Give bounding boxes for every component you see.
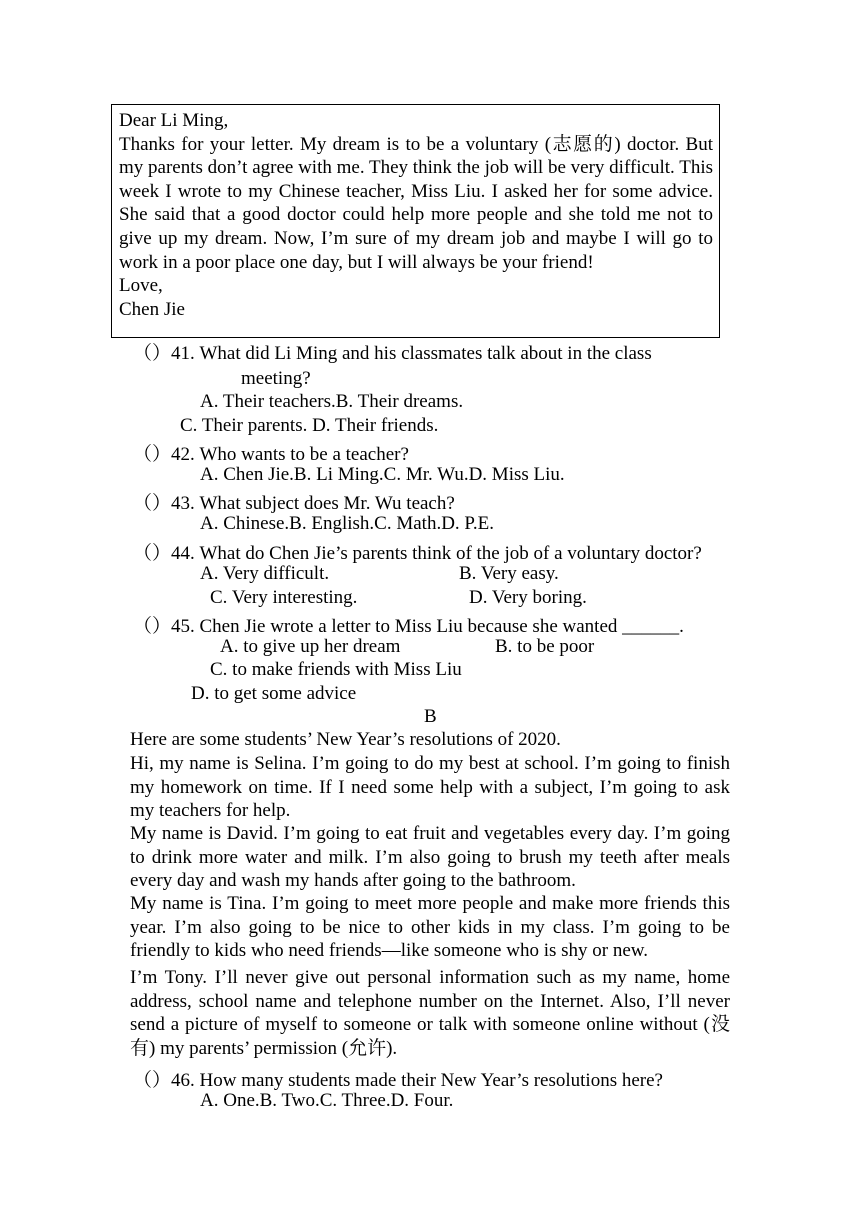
- question-44-option-a: A. Very difficult.: [200, 563, 330, 584]
- question-42-options: A. Chen Jie.B. Li Ming.C. Mr. Wu.D. Miss Liu.: [200, 464, 565, 485]
- question-45-option-c: C. to make friends with Miss Liu: [210, 659, 462, 680]
- question-45-option-b: B. to be poor: [495, 636, 595, 657]
- question-45-stem: （）45. Chen Jie wrote a letter to Miss Liu because she wanted ______.: [133, 616, 684, 637]
- question-46-stem: （）46. How many students made their New Year’s resolutions here?: [133, 1070, 663, 1091]
- question-41-options-ab: A. Their teachers.B. Their dreams.: [200, 391, 464, 412]
- question-45-option-a: A. to give up her dream: [220, 636, 401, 657]
- letter-signature: Chen Jie: [119, 298, 185, 320]
- letter-closing: Love,: [119, 275, 163, 297]
- paragraph-selina: Hi, my name is Selina. I’m going to do my best at school. I’m going to finish my homework on time. If I need some help with a subject, I’m going to ask my teachers for help.: [130, 753, 730, 821]
- letter-body: Thanks for your letter. My dream is to be a voluntary (志愿的) doctor. But my parents don’t agree with me. They think the job will be very difficult. This week I wrote to my Chinese teacher, Miss Liu. I asked her for some advice. She said that a good doctor could help more people and she told me not to give up my dream. Now, I’m sure of my dream job and maybe I will go to work in a poor place one day, but I will always be your friend!: [119, 133, 713, 273]
- letter-greeting: Dear Li Ming,: [119, 110, 229, 131]
- question-46-options: A. One.B. Two.C. Three.D. Four.: [200, 1090, 454, 1111]
- section-b-heading: B: [424, 706, 437, 727]
- question-42-stem: （）42. Who wants to be a teacher?: [133, 444, 409, 465]
- question-43-options: A. Chinese.B. English.C. Math.D. P.E.: [200, 513, 494, 534]
- question-43-stem: （）43. What subject does Mr. Wu teach?: [133, 493, 455, 514]
- question-44-option-d: D. Very boring.: [469, 587, 587, 608]
- paragraph-david: My name is David. I’m going to eat fruit and vegetables every day. I’m going to drink more water and milk. I’m also going to brush my teeth after meals every day and wash my hands after going to the bathroom.: [130, 823, 730, 891]
- paragraph-tina: My name is Tina. I’m going to meet more people and make more friends this year. I’m also going to be nice to other kids in my class. I’m going to be friendly to kids who need friends—like someone who is shy or new.: [130, 893, 730, 961]
- question-41-options-cd: C. Their parents. D. Their friends.: [180, 415, 439, 436]
- question-45-option-d: D. to get some advice: [191, 683, 357, 704]
- question-41-stem: （）41. What did Li Ming and his classmates talk about in the class: [133, 343, 652, 364]
- paragraph-tony: I’m Tony. I’ll never give out personal information such as my name, home address, school name and telephone number on the Internet. Also, I’ll never send a picture of myself to someone or talk with someone online without (没有) my parents’ permission (允许).: [130, 967, 730, 1059]
- section-b-intro: Here are some students’ New Year’s resolutions of 2020.: [130, 729, 561, 750]
- question-44-option-b: B. Very easy.: [459, 563, 559, 584]
- question-44-stem: （）44. What do Chen Jie’s parents think of the job of a voluntary doctor?: [133, 543, 702, 564]
- question-44-option-c: C. Very interesting.: [210, 587, 358, 608]
- letter-box: [111, 104, 720, 338]
- question-41-stem-cont: meeting?: [241, 368, 311, 389]
